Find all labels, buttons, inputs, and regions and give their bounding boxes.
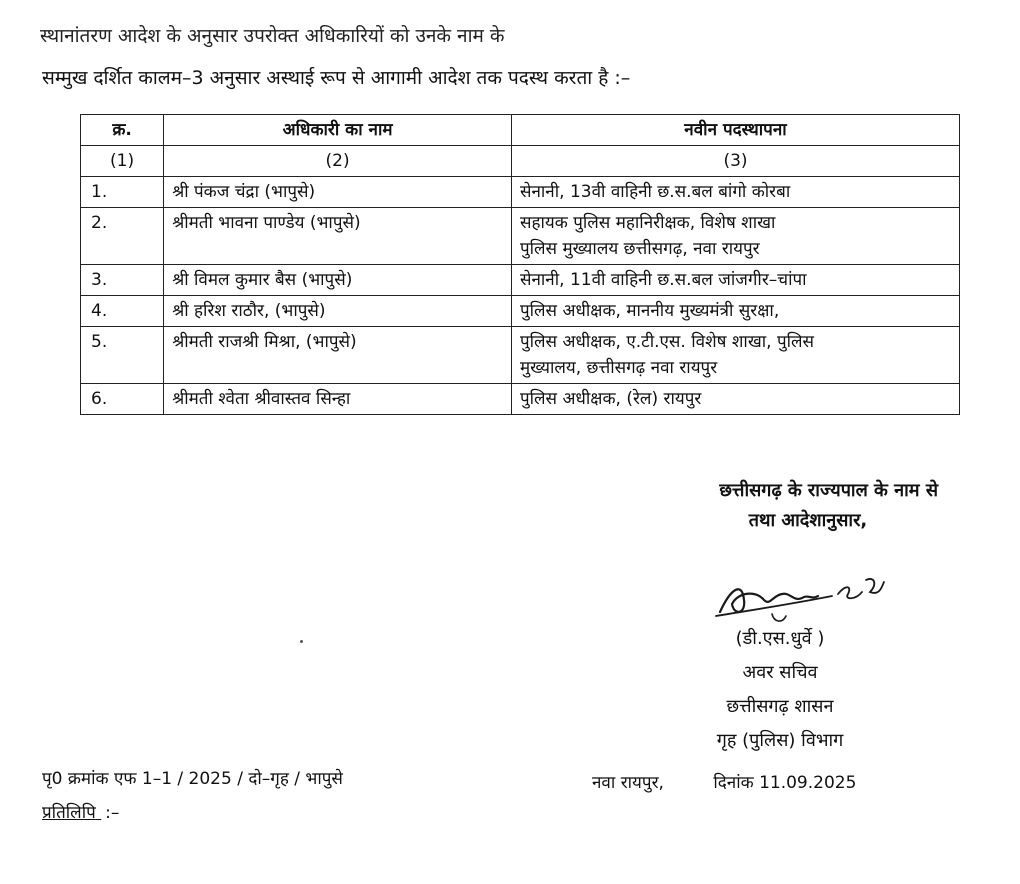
place-text: नवा रायपुर, — [592, 773, 664, 793]
signatory-government: छत्तीसगढ़ शासन — [726, 696, 834, 717]
posting-table — [80, 114, 960, 415]
serial-cell: 6. — [81, 384, 164, 415]
signatory-department: गृह (पुलिस) विभाग — [716, 730, 844, 751]
copy-suffix: :– — [105, 803, 120, 823]
serial-cell: 2. — [81, 208, 164, 265]
column-number: (3) — [511, 146, 959, 177]
posting-cell — [511, 327, 959, 384]
officer-name-cell: श्रीमती श्वेता श्रीवास्तव सिन्हा — [164, 384, 512, 415]
date-text: दिनांक 11.09.2025 — [713, 773, 857, 793]
governor-authority-block — [618, 476, 938, 536]
posting-line: पुलिस अधीक्षक, माननीय मुख्यमंत्री सुरक्षा, — [519, 301, 780, 321]
officer-name-cell: श्री विमल कुमार बैस (भापुसे) — [164, 265, 512, 296]
cropped-text-line: स्थानांतरण आदेश के अनुसार उपरोक्त अधिकारियों को उनके नाम के — [40, 25, 505, 47]
posting-line: पुलिस अधीक्षक, (रेल) रायपुर — [519, 389, 702, 409]
order-number: पृ0 क्रमांक एफ 1–1 / 2025 / दो–गृह / भापुसे — [42, 769, 343, 789]
header-serial: क्र. — [81, 115, 164, 146]
officer-name-cell: श्री हरिश राठौर, (भापुसे) — [164, 296, 512, 327]
column-number-row — [81, 146, 960, 177]
posting-line: सेनानी, 13वी वाहिनी छ.स.बल बांगो कोरबा — [519, 182, 791, 202]
copy-label: प्रतिलिपि — [42, 803, 96, 823]
order-line: तथा आदेशानुसार, — [748, 510, 868, 531]
serial-cell: 4. — [81, 296, 164, 327]
serial-cell: 3. — [81, 265, 164, 296]
posting-line: पुलिस मुख्यालय छत्तीसगढ़, नवा रायपुर — [519, 239, 760, 259]
posting-cell — [511, 208, 959, 265]
table-row — [81, 296, 960, 327]
posting-cell — [511, 384, 959, 415]
table-header-row — [81, 115, 960, 146]
table-row — [81, 265, 960, 296]
table-row — [81, 177, 960, 208]
posting-cell — [511, 265, 959, 296]
posting-cell — [511, 296, 959, 327]
governor-line: छत्तीसगढ़ के राज्यपाल के नाम से — [719, 480, 938, 501]
table-row — [81, 208, 960, 265]
posting-line: सहायक पुलिस महानिरीक्षक, विशेष शाखा — [519, 213, 776, 233]
officer-name-cell: श्री पंकज चंद्रा (भापुसे) — [164, 177, 512, 208]
serial-cell: 5. — [81, 327, 164, 384]
posting-line: पुलिस अधीक्षक, ए.टी.एस. विशेष शाखा, पुलिस — [519, 332, 815, 352]
header-officer-name: अधिकारी का नाम — [164, 115, 512, 146]
table-row — [81, 327, 960, 384]
intro-text: सम्मुख दर्शित कालम–3 अनुसार अस्थाई रूप से आगामी आदेश तक पदस्थ करता है :– — [42, 67, 631, 89]
posting-cell — [511, 177, 959, 208]
posting-line: सेनानी, 11वी वाहिनी छ.स.बल जांजगीर–चांपा — [519, 270, 807, 290]
posting-line: मुख्यालय, छत्तीसगढ़ नवा रायपुर — [519, 358, 718, 378]
signatory-designation: अवर सचिव — [742, 662, 818, 683]
column-number: (2) — [164, 146, 512, 177]
officer-name-cell: श्रीमती राजश्री मिश्रा, (भापुसे) — [164, 327, 512, 384]
scan-speck — [300, 640, 303, 643]
table-row — [81, 384, 960, 415]
column-number: (1) — [81, 146, 164, 177]
officer-name-cell: श्रीमती भावना पाण्डेय (भापुसे) — [164, 208, 512, 265]
signatory-name: (डी.एस.धुर्वे ) — [735, 628, 825, 649]
serial-cell: 1. — [81, 177, 164, 208]
signatory-block — [690, 622, 870, 758]
place-date — [592, 770, 856, 793]
header-new-posting: नवीन पदस्थापना — [511, 115, 959, 146]
copy-to-heading — [42, 800, 119, 823]
